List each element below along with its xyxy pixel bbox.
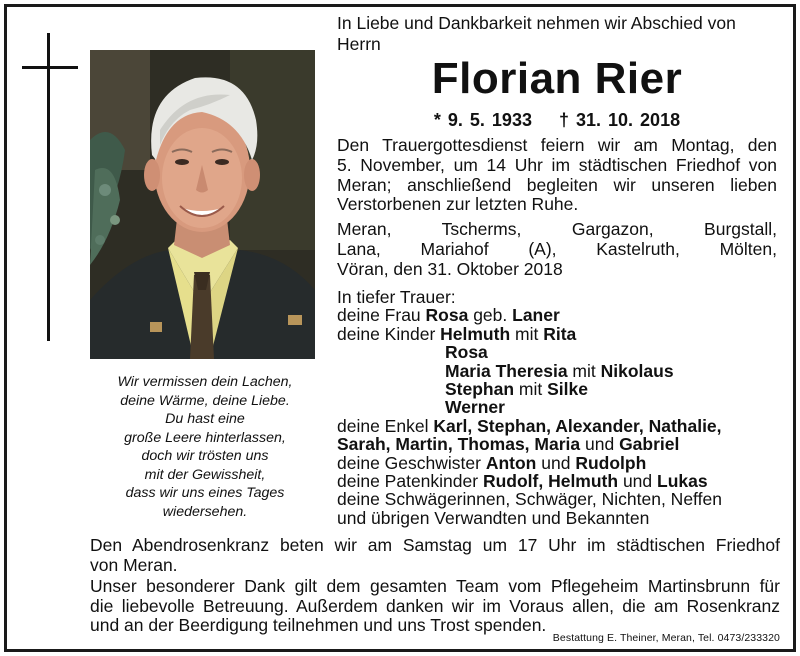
name: Rita <box>543 323 577 344</box>
mourner-children <box>337 325 787 343</box>
label: deine Patenkinder <box>337 470 483 491</box>
deceased-name: Florian Rier <box>431 54 683 103</box>
death-date: † 31. 10. 2018 <box>558 110 681 130</box>
thanks-line: Unser besonderer Dank gilt dem gesamten Team vom Pflegeheim Martinsbrunn für <box>90 576 780 596</box>
places-and-date <box>337 220 777 279</box>
service-line: Den Trauergottesdienst feiern wir am Montag, den <box>337 135 777 155</box>
name: Rudolf, Helmuth <box>482 470 619 491</box>
name: Rosa <box>445 342 488 363</box>
label: deine Enkel <box>337 415 434 436</box>
thanks-line: und an der Beerdigung teilnehmen und uns Trost spenden. <box>90 615 547 636</box>
intro-text <box>337 13 777 55</box>
name: Karl, Stephan, Alexander, Nathalie, <box>433 415 722 436</box>
label: deine Frau <box>337 305 426 326</box>
mourner-grandchildren-cont <box>337 435 787 453</box>
mourners-heading: In tiefer Trauer: <box>337 287 456 307</box>
name: Maria Theresia <box>445 360 568 381</box>
name: Laner <box>512 305 560 326</box>
mourner-child <box>337 398 787 416</box>
label: deine Geschwister <box>337 452 486 473</box>
name: Helmuth <box>440 323 511 344</box>
rosary-text <box>90 536 780 575</box>
label: und <box>536 452 576 473</box>
mourner-child <box>337 343 787 361</box>
name: Nikolaus <box>600 360 674 381</box>
label: und <box>618 470 658 491</box>
memorial-poem <box>94 373 316 521</box>
intro-line: Herrn <box>337 34 381 54</box>
name: Sarah, Martin, Thomas, Maria <box>337 434 581 455</box>
mourner-siblings <box>337 454 787 472</box>
service-line: 5. November, um 14 Uhr im städtischen Friedhof von <box>337 154 777 175</box>
funeral-service-text <box>337 136 777 215</box>
cross-icon-bar <box>22 66 78 69</box>
mourner-relatives: und übrigen Verwandten und Bekannten <box>337 507 650 528</box>
label: mit <box>514 378 548 399</box>
name: Lukas <box>657 470 708 491</box>
label: geb. <box>468 305 513 326</box>
name: Werner <box>445 397 505 418</box>
mourners-list <box>337 288 787 527</box>
rosary-line: von Meran. <box>90 554 178 575</box>
poem-line: Wir vermissen dein Lachen, <box>117 374 293 390</box>
poem-line: Du hast eine <box>165 411 245 427</box>
mourner-child <box>337 362 787 380</box>
cross-icon <box>47 33 50 341</box>
name: Rudolph <box>575 452 647 473</box>
label: und <box>580 434 620 455</box>
mourner-child <box>337 380 787 398</box>
mourner-godchildren <box>337 472 787 490</box>
mourner-inlaws: deine Schwägerinnen, Schwäger, Nichten, Neffen <box>337 489 722 510</box>
service-line: Verstorbenen zur letzten Ruhe. <box>337 194 579 215</box>
birth-date: * 9. 5. 1933 <box>433 110 532 130</box>
rosary-line: Den Abendrosenkranz beten wir am Samstag um 17 Uhr im städtischen Friedhof <box>90 535 780 555</box>
service-line: Meran; anschließend begleiten wir unseren lieben <box>337 174 777 195</box>
portrait-photo <box>90 50 315 359</box>
places-line: Vöran, den 31. Oktober 2018 <box>337 258 563 279</box>
name: Gabriel <box>619 434 680 455</box>
intro-line: In Liebe und Dankbarkeit nehmen wir Abschied von <box>337 13 736 33</box>
name: Rosa <box>425 305 469 326</box>
poem-line: große Leere hinterlassen, <box>124 429 286 446</box>
poem-line: mit der Gewissheit, <box>144 466 266 483</box>
name: Stephan <box>445 378 515 399</box>
life-dates <box>337 110 777 131</box>
label: mit <box>567 360 601 381</box>
thanks-text <box>90 577 780 636</box>
places-line: Meran, Tscherms, Gargazon, Burgstall, <box>337 219 777 239</box>
funeral-home-credit: Bestattung E. Theiner, Meran, Tel. 0473/233320 <box>552 632 780 644</box>
name: Silke <box>547 378 588 399</box>
mourner-grandchildren <box>337 417 787 435</box>
poem-line: doch wir trösten uns <box>141 448 269 464</box>
name: Anton <box>485 452 537 473</box>
thanks-line: die liebevolle Betreuung. Außerdem danken wir im Voraus allen, die am Rosenkranz <box>90 595 780 616</box>
label: deine Kinder <box>337 323 441 344</box>
places-line: Lana, Mariahof (A), Kastelruth, Mölten, <box>337 238 777 259</box>
label: mit <box>510 323 544 344</box>
poem-line: dass wir uns eines Tages <box>125 485 285 501</box>
poem-line: deine Wärme, deine Liebe. <box>120 392 290 409</box>
mourner-wife <box>337 306 787 324</box>
poem-line: wiedersehen. <box>162 503 248 520</box>
